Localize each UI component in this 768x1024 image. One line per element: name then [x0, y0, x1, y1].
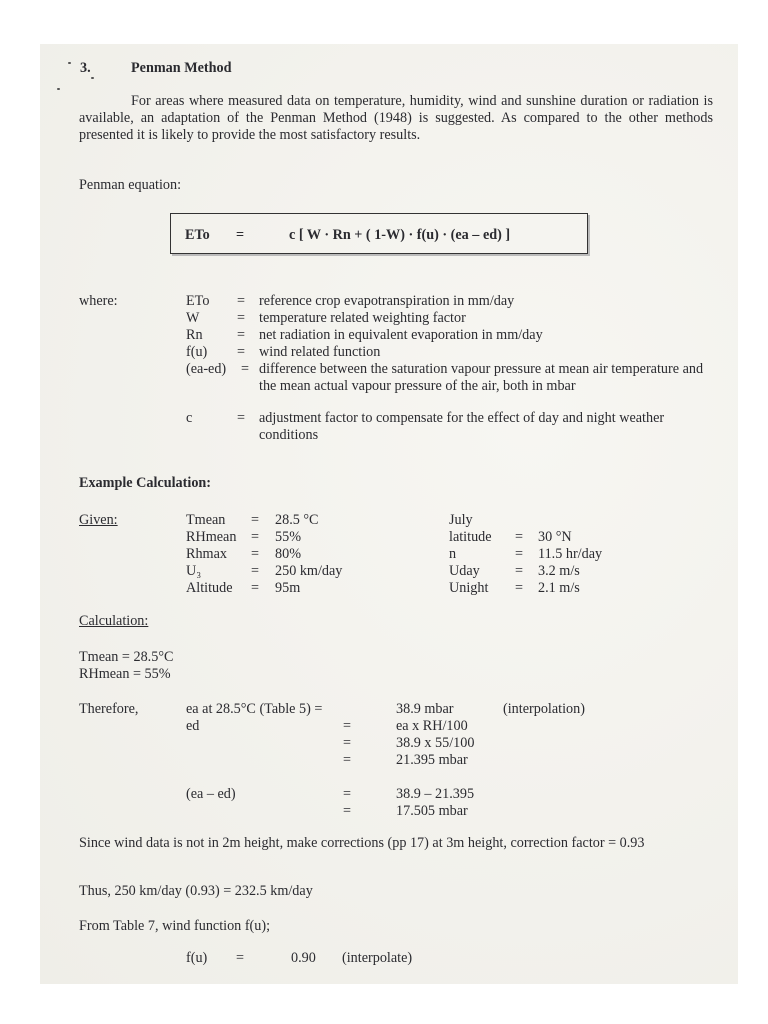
section-number: 3.	[80, 60, 91, 76]
def-symbol: (ea-ed)	[186, 361, 227, 377]
given-eq: =	[251, 512, 260, 528]
ea-label: ea at 28.5°C (Table 5) =	[186, 701, 323, 717]
given-name: Altitude	[186, 580, 233, 596]
def-symbol: ETo	[186, 293, 210, 309]
def-symbol: W	[186, 310, 200, 326]
given-value: 250 km/day	[275, 563, 343, 579]
given-eq: =	[251, 546, 260, 562]
ed-label: ed	[186, 718, 200, 734]
ed-step: ea x RH/100	[396, 718, 468, 734]
diff-step: 38.9 – 21.395	[396, 786, 475, 802]
table7-line: From Table 7, wind function f(u);	[79, 918, 271, 934]
scan-speck	[91, 77, 94, 79]
ea-note: (interpolation)	[503, 701, 585, 717]
scan-speck	[68, 62, 71, 64]
def-eq: =	[237, 410, 246, 426]
given-value: 3.2 m/s	[538, 563, 580, 579]
given-name: U₃	[186, 563, 202, 579]
given-value: 80%	[275, 546, 302, 562]
fu-label: f(u)	[186, 950, 208, 966]
given-name: RHmean	[186, 529, 237, 545]
def-desc: net radiation in equivalent evaporation in mm/day	[259, 327, 543, 343]
example-heading: Example Calculation:	[79, 475, 212, 491]
def-symbol: c	[186, 410, 193, 426]
given-name: Unight	[449, 580, 489, 596]
equation-label: Penman equation:	[79, 177, 182, 193]
intro-paragraph: For areas where measured data on temperature, humidity, wind and sunshine duration or radiation is available, an adaptation of the Penman Method (1948) is suggested. As compared to the other methods presented it is likely to provide the most satisfactory results.	[79, 93, 713, 143]
fu-eq: =	[236, 950, 245, 966]
given-value: 55%	[275, 529, 302, 545]
def-desc: wind related function	[259, 344, 381, 360]
def-eq: =	[237, 293, 246, 309]
def-desc: difference between the saturation vapour pressure at mean air temperature and the mean actual vapour pressure of the air, both in mbar	[259, 361, 704, 394]
ed-step: 21.395 mbar	[396, 752, 468, 768]
scan-speck	[57, 88, 60, 90]
given-name: latitude	[449, 529, 492, 545]
equation-eq: =	[236, 227, 245, 243]
given-value: 11.5 hr/day	[538, 546, 603, 562]
given-value: 28.5 °C	[275, 512, 319, 528]
ed-eq: =	[343, 735, 352, 751]
def-eq: =	[237, 344, 246, 360]
fu-note: (interpolate)	[342, 950, 413, 966]
therefore-label: Therefore,	[79, 701, 139, 717]
ed-step: 38.9 x 55/100	[396, 735, 475, 751]
def-symbol: Rn	[186, 327, 203, 343]
given-label: Given:	[79, 512, 118, 528]
given-eq: =	[251, 529, 260, 545]
given-value: 30 °N	[538, 529, 572, 545]
given-name: n	[449, 546, 457, 562]
fu-value: 0.90	[291, 950, 316, 966]
given-eq: =	[515, 580, 524, 596]
def-eq: =	[237, 310, 246, 326]
calc-line: RHmean = 55%	[79, 666, 171, 682]
def-desc: temperature related weighting factor	[259, 310, 466, 326]
def-symbol: f(u)	[186, 344, 208, 360]
def-eq: =	[241, 361, 250, 377]
def-desc: reference crop evapotranspiration in mm/day	[259, 293, 515, 309]
given-eq: =	[515, 529, 524, 545]
ea-value: 38.9 mbar	[396, 701, 454, 717]
diff-eq: =	[343, 786, 352, 802]
given-name: Rhmax	[186, 546, 227, 562]
given-eq: =	[515, 563, 524, 579]
diff-label: (ea – ed)	[186, 786, 236, 802]
given-name: Uday	[449, 563, 480, 579]
given-eq: =	[251, 580, 260, 596]
diff-eq: =	[343, 803, 352, 819]
def-eq: =	[237, 327, 246, 343]
equation-rhs: c [ W · Rn + ( 1-W) · f(u) · (ea – ed) ]	[289, 227, 511, 243]
given-value: 2.1 m/s	[538, 580, 580, 596]
given-eq: =	[515, 546, 524, 562]
given-month: July	[449, 512, 473, 528]
def-desc: adjustment factor to compensate for the effect of day and night weather conditions	[259, 410, 665, 443]
equation-lhs: ETo	[185, 227, 210, 243]
calc-line: Tmean = 28.5°C	[79, 649, 174, 665]
given-eq: =	[251, 563, 260, 579]
ed-eq: =	[343, 718, 352, 734]
where-label: where:	[79, 293, 118, 309]
given-name: Tmean	[186, 512, 226, 528]
ed-eq: =	[343, 752, 352, 768]
thus-line: Thus, 250 km/day (0.93) = 232.5 km/day	[79, 883, 313, 899]
given-value: 95m	[275, 580, 301, 596]
wind-note: Since wind data is not in 2m height, make corrections (pp 17) at 3m height, correction factor = 0.93	[79, 835, 645, 851]
section-title: Penman Method	[131, 60, 232, 76]
diff-step: 17.505 mbar	[396, 803, 468, 819]
calculation-label: Calculation:	[79, 613, 149, 629]
